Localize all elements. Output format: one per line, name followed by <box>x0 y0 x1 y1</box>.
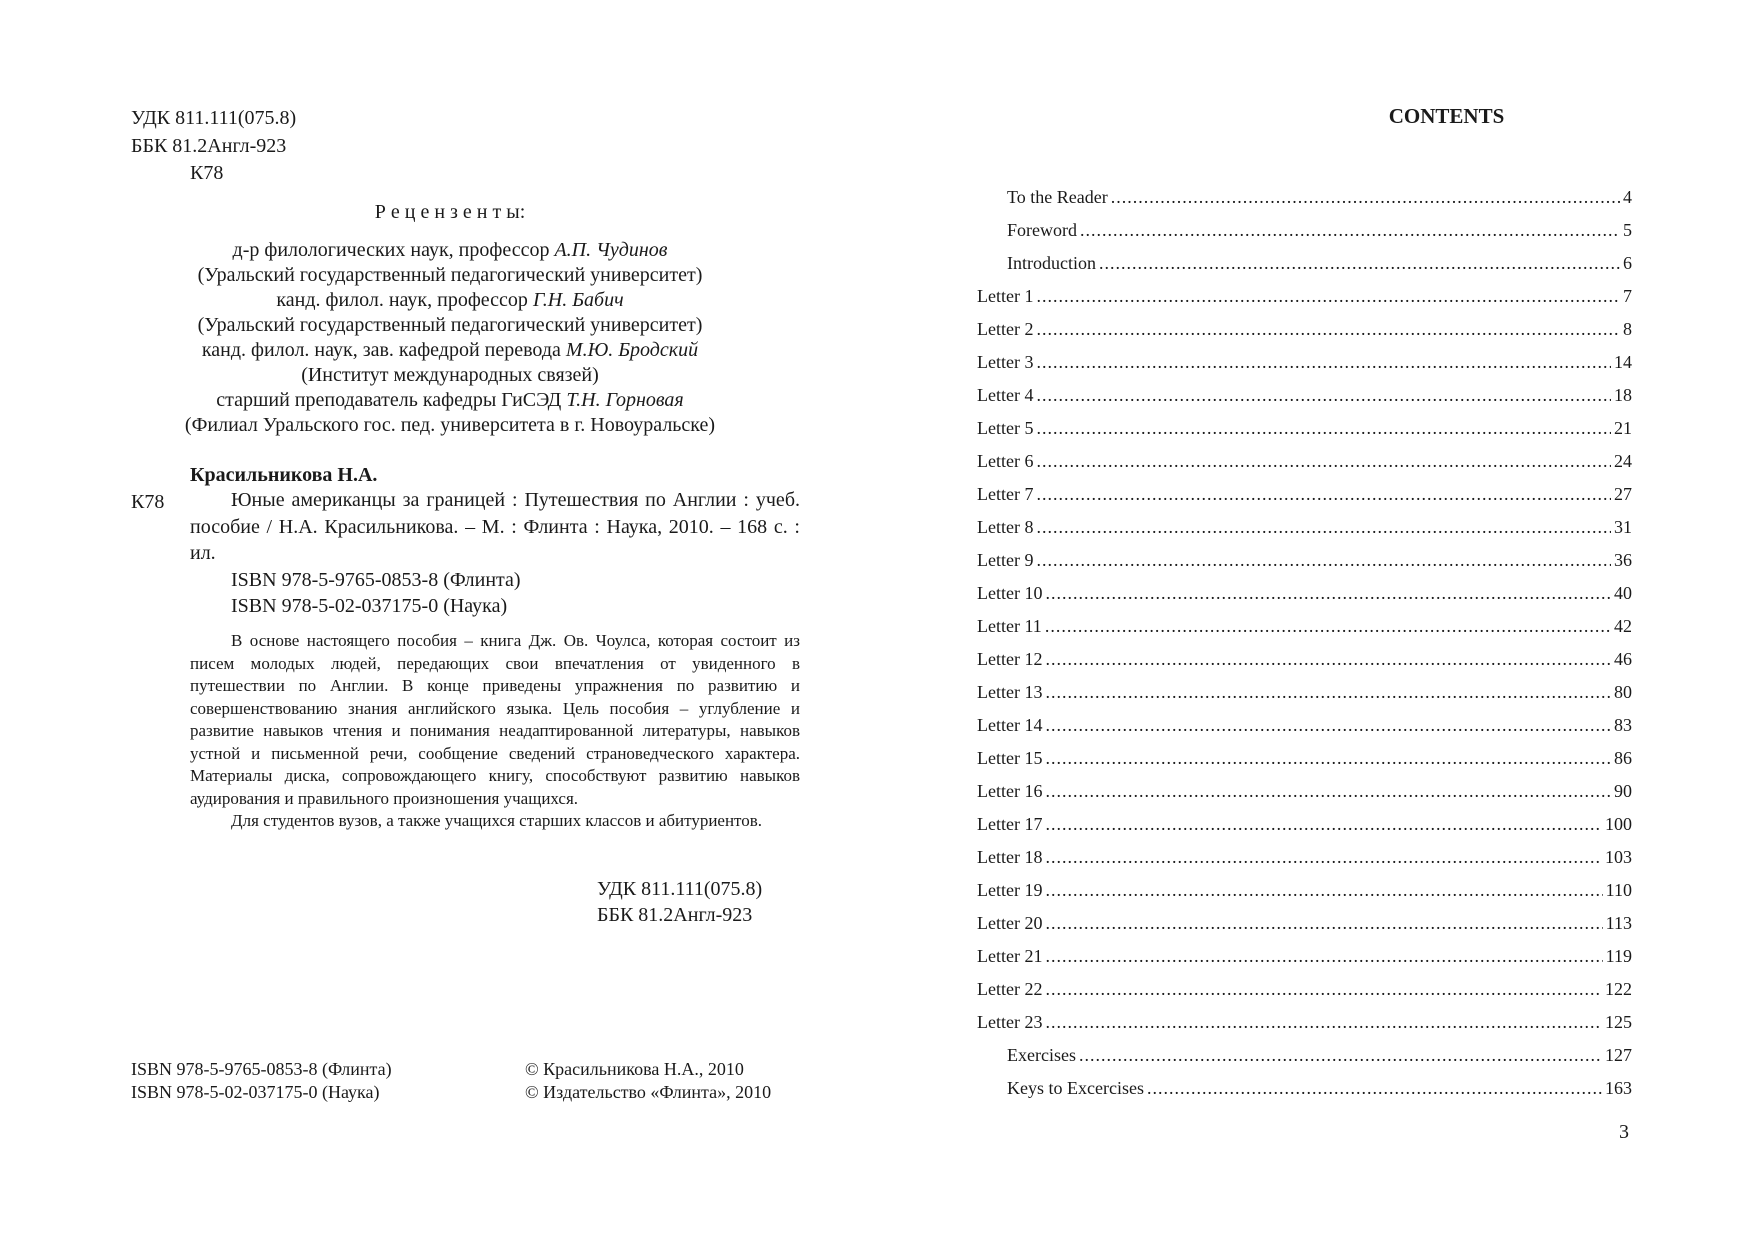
page-number: 3 <box>1619 1121 1629 1143</box>
author-name: Красильникова Н.А. <box>190 464 378 486</box>
toc-entry-page: 21 <box>1614 418 1632 438</box>
reviewer-text: (Филиал Уральского гос. пед. университета в г. Новоуральске) <box>184 414 716 436</box>
toc-entry-label: Letter 22 <box>977 979 1043 999</box>
reviewer-name: Г.Н. Бабич <box>532 289 624 311</box>
toc-entry-page: 86 <box>1614 748 1632 768</box>
toc-entry-page: 24 <box>1614 451 1632 471</box>
reviewer-line <box>0 313 900 338</box>
toc-entry-label: Letter 12 <box>977 649 1043 669</box>
toc-entry-page: 5 <box>1623 220 1632 240</box>
toc-leader-dots <box>1045 714 1611 736</box>
toc-leader-dots <box>1080 219 1620 241</box>
udk-code-bottom: УДК 811.111(075.8) <box>597 878 763 900</box>
toc-entry[interactable] <box>977 912 1632 934</box>
toc-entry[interactable] <box>977 318 1632 340</box>
toc-entry-label: Letter 1 <box>977 286 1034 306</box>
toc-entry-page: 90 <box>1614 781 1632 801</box>
toc-leader-dots <box>1036 285 1620 307</box>
annotation <box>190 630 800 833</box>
toc-entry-label: Letter 3 <box>977 352 1034 372</box>
toc-entry[interactable] <box>1007 1044 1632 1066</box>
toc-leader-dots <box>1036 417 1611 439</box>
reviewer-text: канд. филол. наук, профессор <box>276 289 533 311</box>
toc-entry-label: Letter 18 <box>977 847 1043 867</box>
toc-entry-page: 46 <box>1614 649 1632 669</box>
annotation-paragraph: Для студентов вузов, а также учащихся старших классов и абитуриентов. <box>231 811 763 830</box>
toc-entry-page: 103 <box>1605 847 1632 867</box>
toc-entry-label: Letter 10 <box>977 583 1043 603</box>
toc-entry-page: 122 <box>1605 979 1632 999</box>
toc-entry-page: 100 <box>1605 814 1632 834</box>
reviewer-text: старший преподаватель кафедры ГиСЭД <box>216 389 567 411</box>
toc-entry-label: Letter 13 <box>977 682 1043 702</box>
toc-entry-page: 31 <box>1614 517 1632 537</box>
toc-leader-dots <box>1045 945 1602 967</box>
toc-entry-page: 40 <box>1614 583 1632 603</box>
toc-entry-label: Letter 23 <box>977 1012 1043 1032</box>
toc-entry-label: Foreword <box>1007 220 1077 240</box>
toc-entry[interactable] <box>977 582 1632 604</box>
toc-leader-dots <box>1036 483 1611 505</box>
toc-leader-dots <box>1045 615 1611 637</box>
toc-leader-dots <box>1036 549 1611 571</box>
toc-entry[interactable] <box>977 351 1632 373</box>
toc-entry-label: Letter 9 <box>977 550 1034 570</box>
reviewer-line <box>0 363 900 388</box>
toc-entry-page: 4 <box>1623 187 1632 207</box>
toc-entry-label: Letter 11 <box>977 616 1042 636</box>
toc-entry-page: 127 <box>1605 1045 1632 1065</box>
reviewer-text: канд. филол. наук, зав. кафедрой перевода <box>201 339 566 361</box>
toc-leader-dots <box>1045 648 1611 670</box>
toc-leader-dots <box>1045 879 1602 901</box>
toc-entry[interactable] <box>977 450 1632 472</box>
toc-entry-label: Letter 2 <box>977 319 1034 339</box>
toc-entry[interactable] <box>977 549 1632 571</box>
toc-leader-dots <box>1045 681 1611 703</box>
toc-leader-dots <box>1045 813 1602 835</box>
toc-entry[interactable] <box>977 648 1632 670</box>
toc-entry-page: 125 <box>1605 1012 1632 1032</box>
reviewer-line <box>0 388 900 413</box>
toc-leader-dots <box>1045 1011 1602 1033</box>
toc-entry[interactable] <box>977 285 1632 307</box>
toc-leader-dots <box>1079 1044 1602 1066</box>
toc-entry-page: 14 <box>1614 352 1632 372</box>
toc-leader-dots <box>1099 252 1620 274</box>
toc-entry[interactable] <box>977 879 1632 901</box>
toc-leader-dots <box>1036 351 1611 373</box>
toc-entry[interactable] <box>977 516 1632 538</box>
toc-leader-dots <box>1036 450 1611 472</box>
toc-entry-page: 6 <box>1623 253 1632 273</box>
toc-leader-dots <box>1045 582 1611 604</box>
toc-entry-label: Letter 14 <box>977 715 1043 735</box>
toc-entry-label: Letter 21 <box>977 946 1043 966</box>
reviewer-line <box>0 263 900 288</box>
toc-entry[interactable] <box>977 714 1632 736</box>
toc-leader-dots <box>1045 912 1602 934</box>
toc-entry[interactable] <box>977 945 1632 967</box>
reviewer-line <box>0 413 900 438</box>
toc-leader-dots <box>1045 780 1611 802</box>
toc-entry-label: Introduction <box>1007 253 1096 273</box>
toc-entry-page: 119 <box>1605 946 1632 966</box>
toc-entry[interactable] <box>1007 1077 1632 1099</box>
toc-entry-page: 113 <box>1605 913 1632 933</box>
toc-entry-label: Letter 4 <box>977 385 1034 405</box>
toc-entry-page: 110 <box>1605 880 1632 900</box>
reviewer-text: (Институт международных связей) <box>301 364 599 386</box>
isbn-flinta: ISBN 978-5-9765-0853-8 (Флинта) <box>231 569 521 591</box>
isbn-nauka: ISBN 978-5-02-037175-0 (Наука) <box>231 595 508 617</box>
toc-entry-label: Letter 6 <box>977 451 1034 471</box>
toc-entry-label: Letter 20 <box>977 913 1043 933</box>
toc-entry-label: Letter 7 <box>977 484 1034 504</box>
toc-entry[interactable] <box>977 615 1632 637</box>
author-mark: К78 <box>190 162 224 184</box>
contents-title: CONTENTS <box>1388 104 1505 128</box>
copyright-author: © Красильникова Н.А., 2010 <box>525 1059 744 1079</box>
toc-leader-dots <box>1111 186 1620 208</box>
footer-isbn-nauka: ISBN 978-5-02-037175-0 (Наука) <box>131 1082 380 1102</box>
toc-entry[interactable] <box>1007 219 1632 241</box>
toc-entry-label: Letter 19 <box>977 880 1043 900</box>
toc-entry[interactable] <box>977 846 1632 868</box>
toc-entry-page: 8 <box>1623 319 1632 339</box>
toc-leader-dots <box>1045 978 1602 1000</box>
toc-entry[interactable] <box>977 483 1632 505</box>
toc-entry-label: Letter 16 <box>977 781 1043 801</box>
toc-leader-dots <box>1036 516 1611 538</box>
reviewer-text: д-р филологических наук, профессор <box>232 239 555 261</box>
toc-entry[interactable] <box>1007 252 1632 274</box>
reviewer-line <box>0 238 900 263</box>
bbk-code: ББК 81.2Англ-923 <box>131 135 287 157</box>
toc-entry[interactable] <box>977 978 1632 1000</box>
left-page <box>0 0 877 1240</box>
toc-entry-page: 7 <box>1623 286 1632 306</box>
reviewer-line <box>0 288 900 313</box>
toc-entry-label: Letter 5 <box>977 418 1034 438</box>
reviewer-text: (Уральский государственный педагогический университет) <box>197 264 703 286</box>
toc-entry[interactable] <box>977 1011 1632 1033</box>
toc-entry-page: 42 <box>1614 616 1632 636</box>
toc-entry-page: 18 <box>1614 385 1632 405</box>
toc-entry[interactable] <box>977 780 1632 802</box>
toc-entry-page: 80 <box>1614 682 1632 702</box>
copyright-publisher: © Издательство «Флинта», 2010 <box>525 1082 772 1102</box>
toc-entry[interactable] <box>977 681 1632 703</box>
reviewer-name: М.Ю. Бродский <box>565 339 699 361</box>
toc-entry[interactable] <box>1007 186 1632 208</box>
right-page <box>877 0 1755 1240</box>
toc-leader-dots <box>1147 1077 1602 1099</box>
toc-entry[interactable] <box>977 384 1632 406</box>
reviewer-line <box>0 338 900 363</box>
toc-leader-dots <box>1045 846 1602 868</box>
toc-entry[interactable] <box>977 417 1632 439</box>
reviewer-name: А.П. Чудинов <box>554 239 668 261</box>
toc-leader-dots <box>1045 747 1611 769</box>
toc-entry-label: Exercises <box>1007 1045 1076 1065</box>
footer-isbn-flinta: ISBN 978-5-9765-0853-8 (Флинта) <box>131 1059 392 1079</box>
toc-entry[interactable] <box>977 813 1632 835</box>
toc-entry-label: To the Reader <box>1007 187 1108 207</box>
toc-entry-label: Letter 8 <box>977 517 1034 537</box>
toc-entry-page: 163 <box>1605 1078 1632 1098</box>
author-mark-margin: К78 <box>131 491 165 513</box>
toc-entry-page: 27 <box>1614 484 1632 504</box>
toc-entry-page: 36 <box>1614 550 1632 570</box>
toc-entry-label: Keys to Excercises <box>1007 1078 1144 1098</box>
toc-entry-page: 83 <box>1614 715 1632 735</box>
bibliographic-record: Юные американцы за границей : Путешествия по Англии : учеб. пособие / Н.А. Красильникова. – М. : Флинта : Наука, 2010. – 168 с. : ил. <box>190 489 800 564</box>
bbk-code-bottom: ББК 81.2Англ-923 <box>597 904 753 926</box>
reviewers-heading: Р е ц е н з е н т ы: <box>374 201 526 223</box>
toc-entry-label: Letter 17 <box>977 814 1043 834</box>
toc-leader-dots <box>1036 318 1620 340</box>
reviewer-text: (Уральский государственный педагогический университет) <box>197 314 703 336</box>
annotation-paragraph: В основе настоящего пособия – книга Дж. Ов. Чоулса, которая состоит из писем молодых людей, передающих свои впечатления от увиденного в путешествии по Англии. В конце приведены упражнения по развитию и совершенствованию знания английского языка. Цель пособия – углубление и развитие навыков чтения и понимания неадаптированной литературы, навыков устной и письменной речи, сообщение сведений страноведческого характера. Материалы диска, сопровождающего книгу, способствуют развитию навыков аудирования и правильного произношения учащихся. <box>190 631 800 808</box>
toc-entry[interactable] <box>977 747 1632 769</box>
toc-entry-label: Letter 15 <box>977 748 1043 768</box>
udk-code: УДК 811.111(075.8) <box>131 107 297 129</box>
reviewer-name: Т.Н. Горновая <box>566 389 684 411</box>
toc-leader-dots <box>1036 384 1611 406</box>
